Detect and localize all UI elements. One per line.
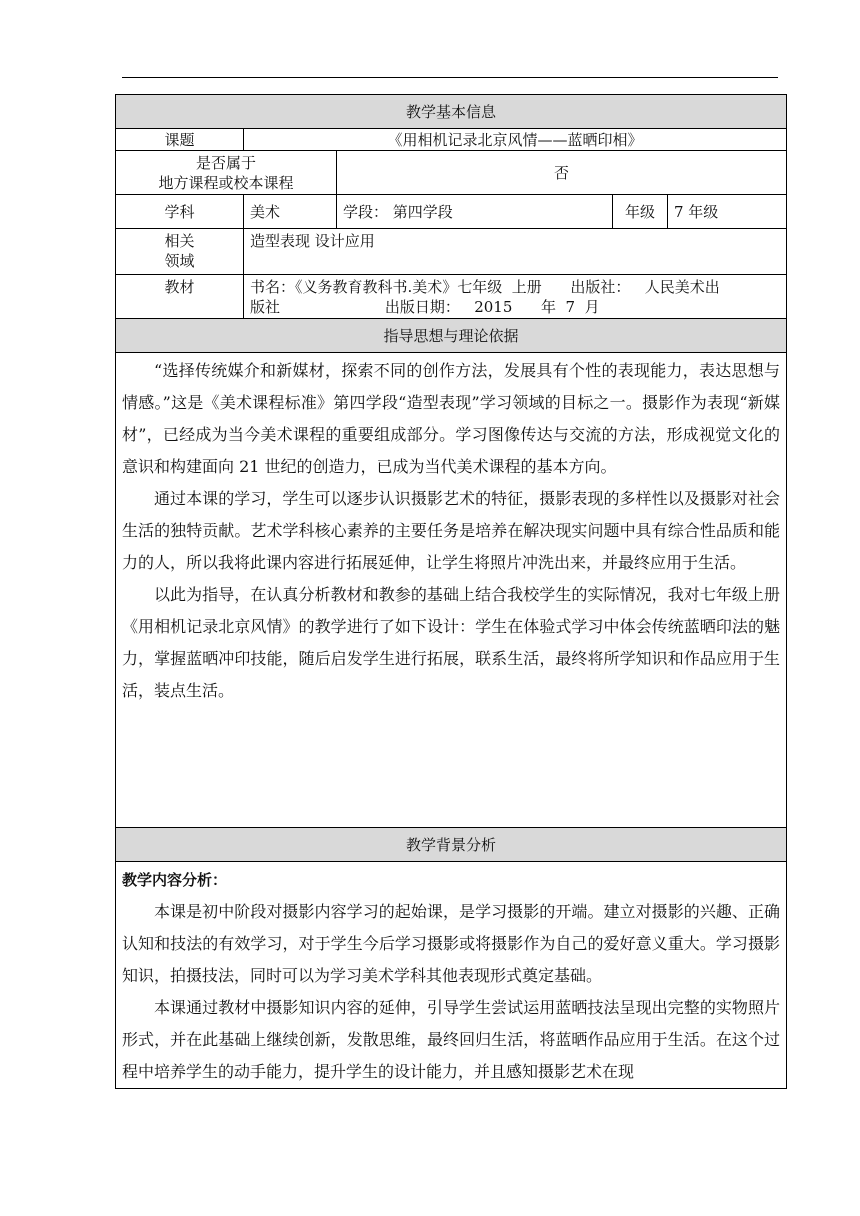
- topic-label: 课题: [116, 129, 244, 151]
- guidance-paragraph: 通过本课的学习，学生可以逐步认识摄影艺术的特征，摄影表现的多样性以及摄影对社会生活的独特贡献。艺术学科核心素养的主要任务是培养在解决现实问题中具有综合性品质和能力的人，所以我将此课内容进行拓展延伸，让学生将照片冲洗出来，并最终应用于生活。: [122, 489, 781, 572]
- background-content: [116, 862, 787, 1089]
- subject-value: 美术: [244, 195, 337, 229]
- background-header-row: [116, 828, 787, 862]
- topic-value: 《用相机记录北京风情——蓝晒印相》: [244, 129, 787, 151]
- guidance-paragraph: “选择传统媒介和新媒材，探索不同的创作方法，发展具有个性的表现能力，表达思想与情感。”这是《美术课程标准》第四学段“造型表现”学习领域的目标之一。摄影作为表现“新媒材”，已经成为当今美术课程的重要组成部分。学习图像传达与交流的方法，形成视觉文化的意识和构建面向 21 世纪的创造力，已成为当代美术课程的基本方向。: [122, 361, 781, 476]
- local-course-label-line1: 是否属于: [195, 153, 256, 172]
- guidance-paragraph: 以此为指导，在认真分析教材和教参的基础上结合我校学生的实际情况，我对七年级上册《用相机记录北京风情》的教学进行了如下设计：学生在体验式学习中体会传统蓝晒印法的魅力，掌握蓝晒冲印技能，随后启发学生进行拓展，联系生活，最终将所学知识和作品应用于生活，装点生活。: [122, 585, 781, 700]
- guidance-title: 指导思想与理论依据: [116, 319, 787, 353]
- textbook-line2: 版社 出版日期： 2015 年 7 月: [250, 298, 600, 316]
- subject-label: 学科: [116, 195, 244, 229]
- background-paragraph: 本课是初中阶段对摄影内容学习的起始课，是学习摄影的开端。建立对摄影的兴趣、正确认知和技法的有效学习，对于学生今后学习摄影或将摄影作为自己的爱好意义重大。学习摄影知识，拍摄技法，同时可以为学习美术学科其他表现形式奠定基础。: [122, 902, 781, 985]
- basic-info-header-row: [116, 95, 787, 129]
- local-course-row: [116, 151, 787, 195]
- domain-label: [116, 229, 244, 275]
- domain-row: [116, 229, 787, 275]
- domain-label-line1: 相关: [164, 232, 195, 250]
- local-course-label: [116, 151, 337, 195]
- domain-value: 造型表现 设计应用: [244, 229, 787, 275]
- local-course-label-line2: 地方课程或校本课程: [158, 173, 294, 192]
- background-content-row: [116, 862, 787, 1089]
- content-analysis-heading: 教学内容分析：: [122, 871, 228, 889]
- topic-row: [116, 129, 787, 151]
- domain-label-line2: 领域: [164, 252, 195, 270]
- background-paragraph: 本课通过教材中摄影知识内容的延伸，引导学生尝试运用蓝晒技法呈现出完整的实物照片形式，并在此基础上继续创新，发散思维，最终回归生活，将蓝晒作品应用于生活。在这个过程中培养学生的动手能力，提升学生的设计能力，并且感知摄影艺术在现: [122, 998, 781, 1081]
- guidance-content-row: [116, 353, 787, 828]
- textbook-row: [116, 275, 787, 319]
- textbook-line1: 书名：《义务教育教科书.美术》七年级 上册 出版社： 人民美术出: [250, 278, 720, 296]
- lesson-info-table: [115, 94, 787, 1089]
- grade-label: 年级: [613, 195, 668, 229]
- background-title: 教学背景分析: [116, 828, 787, 862]
- header-rule: [122, 77, 778, 78]
- stage-text: 学段： 第四学段: [337, 195, 613, 229]
- grade-value: 7 年级: [668, 195, 787, 229]
- local-course-value: 否: [337, 151, 787, 195]
- subject-row: [116, 195, 787, 229]
- guidance-header-row: [116, 319, 787, 353]
- textbook-value: [244, 275, 787, 319]
- guidance-content: [116, 353, 787, 828]
- basic-info-title: 教学基本信息: [116, 95, 787, 129]
- textbook-label: 教材: [116, 275, 244, 319]
